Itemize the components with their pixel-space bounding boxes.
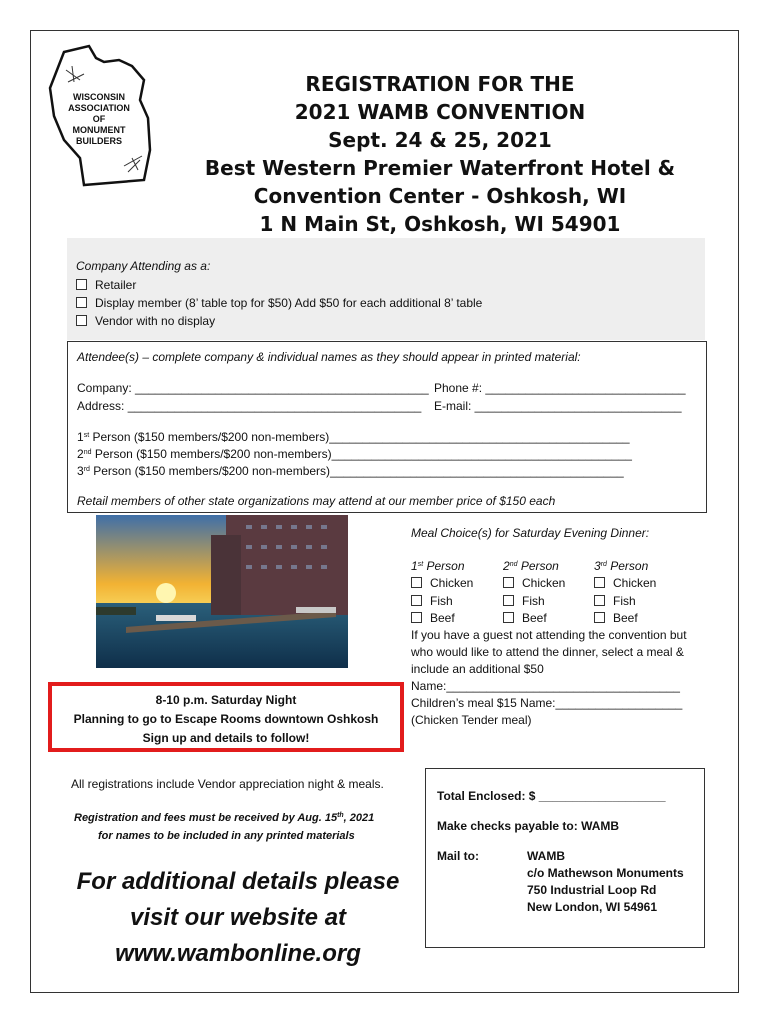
company-attending-section [67, 238, 705, 340]
option-retailer[interactable] [76, 278, 136, 292]
phone-field[interactable]: Phone #: ______________________________ [434, 381, 686, 395]
checkbox[interactable] [411, 577, 422, 588]
option-display-member[interactable] [76, 296, 482, 310]
website-line: visit our website at [129, 904, 347, 931]
logo-line: WISCONSIN [72, 92, 125, 102]
p2-fish[interactable]: Fish [503, 594, 545, 608]
mail-address-line: WAMB [527, 849, 565, 863]
meal-header: Meal Choice(s) for Saturday Evening Dinner: [411, 526, 650, 540]
p2-chicken[interactable]: Chicken [503, 576, 565, 590]
payable-to: Make checks payable to: WAMB [437, 819, 620, 833]
deadline-note-2: for names to be included in any printed materials [98, 830, 355, 842]
address-label: Address: [77, 399, 128, 413]
p3-fish[interactable]: Fish [594, 594, 636, 608]
website-url[interactable]: www.wambonline.org [115, 940, 361, 967]
notice-line: Planning to go to Escape Rooms downtown Oshkosh [73, 712, 379, 726]
hotel-photo [96, 515, 348, 668]
payment-section [425, 768, 705, 948]
mail-address-line: New London, WI 54961 [527, 900, 658, 914]
website-line: For additional details please [76, 868, 400, 895]
p1-chicken[interactable]: Chicken [411, 576, 473, 590]
page-title [190, 70, 690, 238]
notice-line: 8-10 p.m. Saturday Night [155, 693, 297, 707]
logo-line: OF [92, 114, 106, 124]
guest-note: include an additional $50 [411, 662, 544, 676]
title-line: Sept. 24 & 25, 2021 [328, 128, 552, 152]
checkbox[interactable] [503, 577, 514, 588]
person3-field[interactable]: 3rd Person ($150 members/$200 non-members)____________________________________________ [77, 464, 624, 478]
person1-field[interactable]: 1st Person ($150 members/$200 non-members)_____________________________________________ [77, 430, 630, 444]
attendees-footer: Retail members of other state organizations may attend at our member price of $150 each [77, 494, 556, 508]
checkbox[interactable] [594, 612, 605, 623]
person2-field[interactable]: 2nd Person ($150 members/$200 non-members)_____________________________________________ [77, 447, 632, 461]
email-field[interactable]: E-mail: _______________________________ [434, 399, 682, 413]
mail-to-label: Mail to: [437, 849, 479, 863]
checkbox[interactable] [503, 612, 514, 623]
meal-person-3: 3rd Person [594, 559, 649, 573]
checkbox[interactable] [594, 595, 605, 606]
title-line: Best Western Premier Waterfront Hotel & [204, 156, 676, 180]
option-label: Vendor with no display [95, 314, 216, 328]
wamb-logo [44, 40, 164, 188]
children-label: Children’s meal $15 Name: [411, 696, 556, 710]
attendees-header: Attendee(s) – complete company & individual names as they should appear in printed material: [77, 350, 581, 364]
option-label: Display member (8’ table top for $50) Add $50 for each additional 8’ table [95, 296, 483, 310]
title-line: 2021 WAMB CONVENTION [294, 100, 586, 124]
deadline-note: Registration and fees must be received by Aug. 15th, 2021 [74, 812, 375, 824]
vendor-note: All registrations include Vendor appreciation night & meals. [71, 777, 384, 791]
mail-address-line: 750 Industrial Loop Rd [527, 883, 657, 897]
address-field[interactable]: Address: ____________________________________________ [77, 399, 422, 413]
company-field[interactable]: Company: ____________________________________________ [77, 381, 429, 395]
checkbox[interactable] [411, 612, 422, 623]
title-line: REGISTRATION FOR THE [305, 72, 575, 96]
title-line: Convention Center - Oshkosh, WI [253, 184, 627, 208]
total-label: Total Enclosed: $ [437, 789, 539, 803]
company-attending-header: Company Attending as a: [76, 259, 211, 273]
email-label: E-mail: [434, 399, 475, 413]
phone-label: Phone #: [434, 381, 486, 395]
logo-line: MONUMENT [72, 125, 126, 135]
notice-line: Sign up and details to follow! [142, 731, 310, 745]
mail-address-line: c/o Mathewson Monuments [527, 866, 684, 880]
attendees-section [67, 341, 707, 513]
p1-fish[interactable]: Fish [411, 594, 453, 608]
logo-line: BUILDERS [75, 136, 122, 146]
company-label: Company: [77, 381, 136, 395]
p1-beef[interactable]: Beef [411, 611, 455, 625]
option-vendor[interactable] [76, 314, 215, 328]
meal-person-1: 1st Person [411, 559, 465, 573]
name-label: Name: [411, 679, 447, 693]
guest-name-field[interactable]: Name:___________________________________ [411, 679, 680, 693]
checkbox[interactable] [411, 595, 422, 606]
guest-note: If you have a guest not attending the convention but [411, 628, 687, 642]
children-meal-field[interactable]: Children’s meal $15 Name:___________________ [411, 696, 683, 710]
website-callout [60, 864, 416, 972]
meal-person-2: 2nd Person [503, 559, 559, 573]
p2-beef[interactable]: Beef [503, 611, 547, 625]
checkbox[interactable] [76, 297, 87, 308]
checkbox[interactable] [76, 315, 87, 326]
total-enclosed-field[interactable]: Total Enclosed: $ ___________________ [437, 789, 666, 803]
checkbox[interactable] [503, 595, 514, 606]
checkbox[interactable] [594, 577, 605, 588]
option-label: Retailer [95, 278, 137, 292]
checkbox[interactable] [76, 279, 87, 290]
guest-note: who would like to attend the dinner, select a meal & [411, 645, 684, 659]
p3-beef[interactable]: Beef [594, 611, 638, 625]
title-line: 1 N Main St, Oshkosh, WI 54901 [259, 212, 621, 236]
p3-chicken[interactable]: Chicken [594, 576, 656, 590]
logo-line: ASSOCIATION [68, 103, 130, 113]
children-meal-note: (Chicken Tender meal) [411, 713, 532, 727]
escape-rooms-notice [48, 682, 404, 752]
